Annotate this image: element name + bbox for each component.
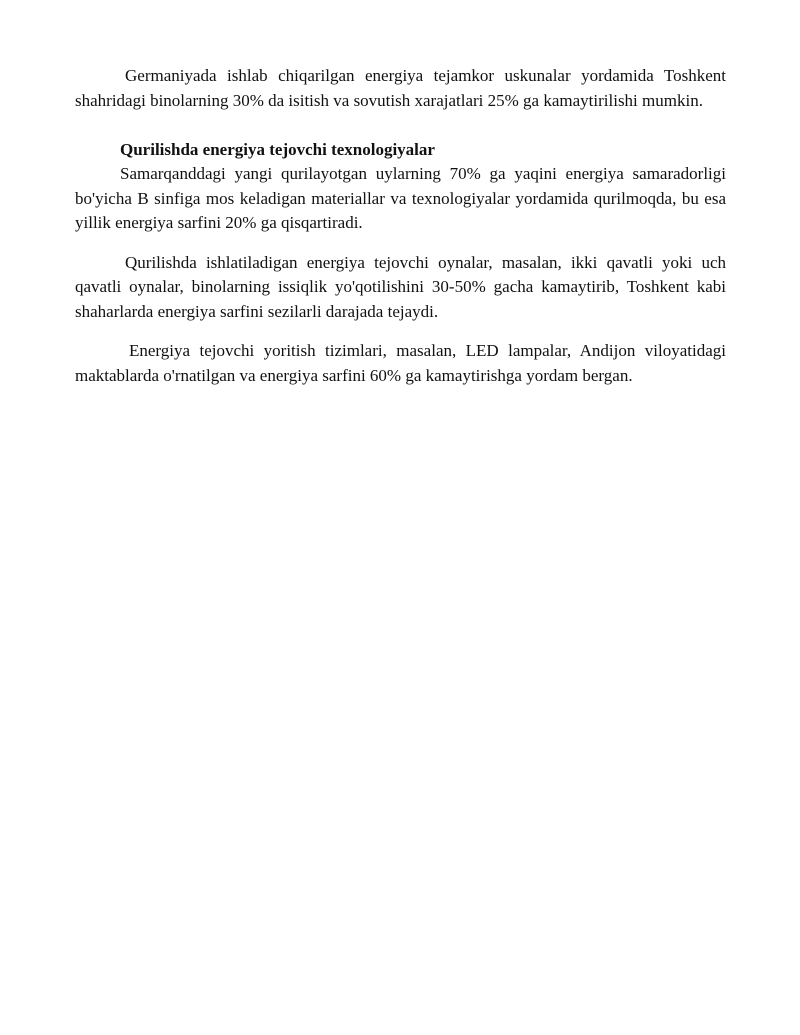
paragraph-led-lighting-andijan: Energiya tejovchi yoritish tizimlari, masalan, LED lampalar, Andijon viloyatidagi maktablarda o'rnatilgan va energiya sarfini 60% ga kamaytirishga yordam bergan.: [75, 341, 726, 385]
spacer: [75, 113, 726, 138]
section-heading: Qurilishda energiya tejovchi texnologiyalar: [120, 140, 435, 159]
document-body: [75, 64, 726, 388]
paragraph-energy-equipment-tashkent: Germaniyada ishlab chiqarilgan energiya tejamkor uskunalar yordamida Toshkent shahridagi binolarning 30% da isitish va sovutish xarajatlari 25% ga kamaytirilishi mumkin.: [75, 66, 726, 110]
paragraph-samarkand-houses: Samarqanddagi yangi qurilayotgan uylarning 70% ga yaqini energiya samaradorligi bo'yicha B sinfiga mos keladigan materiallar va texnologiyalar yordamida qurilmoqda, bu esa yillik energiya sarfini 20% ga qisqartiradi.: [75, 164, 726, 232]
paragraph-energy-saving-windows: Qurilishda ishlatiladigan energiya tejovchi oynalar, masalan, ikki qavatli yoki uch qavatli oynalar, binolarning issiqlik yo'qotilishini 30-50% gacha kamaytirib, Toshkent kabi shaharlarda energiya sarfini sezilarli darajada tejaydi.: [75, 252, 726, 321]
spacer: [75, 324, 726, 339]
spacer: [75, 236, 726, 251]
